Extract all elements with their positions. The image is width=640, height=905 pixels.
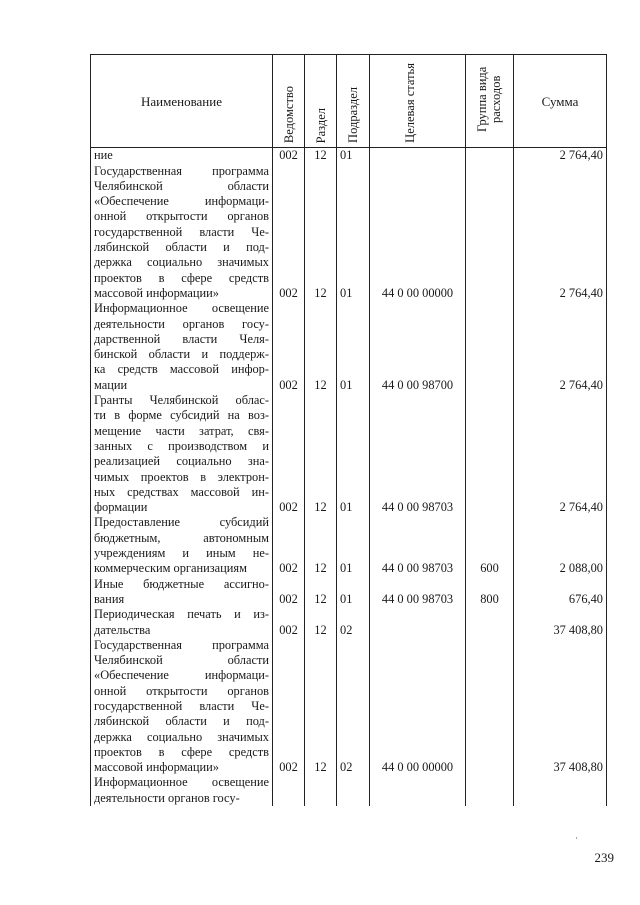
row-amount: 37 408,80: [514, 638, 607, 776]
row-name-line: массовой информации»: [94, 760, 219, 775]
row-subsection: 02: [337, 607, 370, 638]
row-section: 12: [305, 515, 337, 576]
table-body: [91, 148, 607, 806]
row-target-item: [370, 775, 466, 806]
row-expense-group: [466, 638, 514, 776]
table-row: [91, 607, 607, 638]
row-target-item: 44 0 00 00000: [370, 164, 466, 302]
row-name-line: государственной власти Че-: [94, 224, 269, 239]
row-name-line: Государственная программа: [94, 163, 269, 178]
row-name-line: Челябинской области: [94, 178, 269, 193]
row-section: 12: [305, 638, 337, 776]
row-name-line: бинской области и поддерж-: [94, 347, 269, 362]
row-name-line: Гранты Челябинской облас-: [94, 393, 269, 408]
row-name-line: Челябинской области: [94, 653, 269, 668]
row-amount: 2 764,40: [514, 393, 607, 515]
row-name-line: коммерческим организациям: [94, 561, 247, 576]
row-section: 12: [305, 607, 337, 638]
row-amount: 37 408,80: [514, 607, 607, 638]
table-header-row: [91, 55, 607, 148]
table-row: [91, 301, 607, 393]
row-target-item: 44 0 00 98703: [370, 515, 466, 576]
row-subsection: 01: [337, 301, 370, 393]
row-name-line: ние: [94, 148, 113, 163]
row-department: 002: [273, 164, 305, 302]
row-name-line: лябинской области и под-: [94, 240, 269, 255]
row-target-item: 44 0 00 98703: [370, 393, 466, 515]
row-section: 12: [305, 577, 337, 608]
row-name-line: дарственной власти Челя-: [94, 331, 269, 346]
row-name-line: онной открытости органов: [94, 683, 269, 698]
row-name-line: вания: [94, 591, 125, 606]
row-department: 002: [273, 515, 305, 576]
row-name-line: ти в форме субсидий на воз-: [94, 408, 269, 423]
row-subsection: 01: [337, 577, 370, 608]
row-amount: 2 764,40: [514, 164, 607, 302]
row-name-line: ных средствах массовой ин-: [94, 484, 269, 499]
row-department: 002: [273, 148, 305, 164]
header-department: Ведомство: [281, 85, 296, 143]
row-name-line: онной открытости органов: [94, 209, 269, 224]
table-row: [91, 164, 607, 302]
row-name-line: массовой информации»: [94, 285, 219, 300]
row-name-line: Государственная программа: [94, 637, 269, 652]
row-department: 002: [273, 638, 305, 776]
row-name-line: держка социально значимых: [94, 255, 269, 270]
row-department: [273, 775, 305, 806]
row-name: [91, 577, 273, 608]
row-target-item: 44 0 00 98703: [370, 577, 466, 608]
row-name-line: мещение части затрат, свя-: [94, 423, 269, 438]
row-name: [91, 393, 273, 515]
row-expense-group: [466, 301, 514, 393]
row-name: [91, 638, 273, 776]
header-name: Наименование: [91, 55, 273, 148]
header-subsection: Подраздел: [346, 87, 360, 143]
row-subsection: 01: [337, 148, 370, 164]
header-expense-group: Группа вида расходов: [474, 66, 503, 132]
row-subsection: 02: [337, 638, 370, 776]
margin-mark: ·: [575, 833, 578, 843]
row-name: [91, 775, 273, 806]
row-name: [91, 607, 273, 638]
row-expense-group: [466, 607, 514, 638]
row-department: 002: [273, 607, 305, 638]
table-row: [91, 515, 607, 576]
table-row: [91, 393, 607, 515]
table-row: [91, 577, 607, 608]
row-name-line: формации: [94, 500, 148, 515]
row-section: 12: [305, 301, 337, 393]
row-target-item: [370, 607, 466, 638]
row-subsection: 01: [337, 164, 370, 302]
row-name-line: бюджетным, автономным: [94, 530, 269, 545]
row-section: 12: [305, 148, 337, 164]
row-name-line: держка социально значимых: [94, 729, 269, 744]
budget-table: [90, 54, 607, 806]
row-name-line: занных с производством и: [94, 438, 269, 453]
table-row: [91, 775, 607, 806]
row-expense-group: 800: [466, 577, 514, 608]
row-amount: [514, 775, 607, 806]
row-name: [91, 301, 273, 393]
row-name-line: проектов в сфере средств: [94, 270, 269, 285]
header-section: Раздел: [313, 107, 328, 143]
row-expense-group: [466, 164, 514, 302]
row-name-line: ка средств массовой инфор-: [94, 362, 269, 377]
header-target-item: Целевая статья: [402, 63, 417, 143]
row-department: 002: [273, 393, 305, 515]
row-target-item: 44 0 00 00000: [370, 638, 466, 776]
page-number: 239: [594, 850, 614, 865]
row-section: 12: [305, 164, 337, 302]
row-name-line: Информационное освещение: [94, 775, 269, 790]
row-subsection: 01: [337, 393, 370, 515]
row-name-line: Периодическая печать и из-: [94, 607, 269, 622]
row-name: [91, 515, 273, 576]
row-amount: 2 764,40: [514, 148, 607, 164]
row-name-line: «Обеспечение информаци-: [94, 668, 269, 683]
row-name-line: проектов в сфере средств: [94, 744, 269, 759]
header-amount: Сумма: [514, 55, 607, 148]
row-name-line: Информационное освещение: [94, 301, 269, 316]
row-name: [91, 164, 273, 302]
row-name-line: деятельности органов госу-: [94, 316, 269, 331]
row-expense-group: [466, 148, 514, 164]
row-expense-group: [466, 393, 514, 515]
row-name-line: Предоставление субсидий: [94, 515, 269, 530]
row-amount: 2 088,00: [514, 515, 607, 576]
row-name-line: чимых проектов в электрон-: [94, 469, 269, 484]
row-amount: 676,40: [514, 577, 607, 608]
row-section: 12: [305, 393, 337, 515]
row-name-line: дательства: [94, 622, 151, 637]
row-name-line: деятельности органов госу-: [94, 790, 240, 805]
row-expense-group: [466, 775, 514, 806]
row-name: [91, 148, 273, 164]
row-name-line: Иные бюджетные ассигно-: [94, 576, 269, 591]
row-name-line: мации: [94, 377, 128, 392]
row-expense-group: 600: [466, 515, 514, 576]
table-row: [91, 148, 607, 164]
row-department: 002: [273, 301, 305, 393]
row-target-item: [370, 148, 466, 164]
row-subsection: 01: [337, 515, 370, 576]
row-department: 002: [273, 577, 305, 608]
row-name-line: государственной власти Че-: [94, 698, 269, 713]
row-subsection: [337, 775, 370, 806]
row-name-line: учреждениям и иным не-: [94, 546, 269, 561]
row-name-line: «Обеспечение информаци-: [94, 194, 269, 209]
table-row: [91, 638, 607, 776]
row-name-line: реализацией социально зна-: [94, 454, 269, 469]
row-name-line: лябинской области и под-: [94, 714, 269, 729]
row-target-item: 44 0 00 98700: [370, 301, 466, 393]
row-section: [305, 775, 337, 806]
row-amount: 2 764,40: [514, 301, 607, 393]
